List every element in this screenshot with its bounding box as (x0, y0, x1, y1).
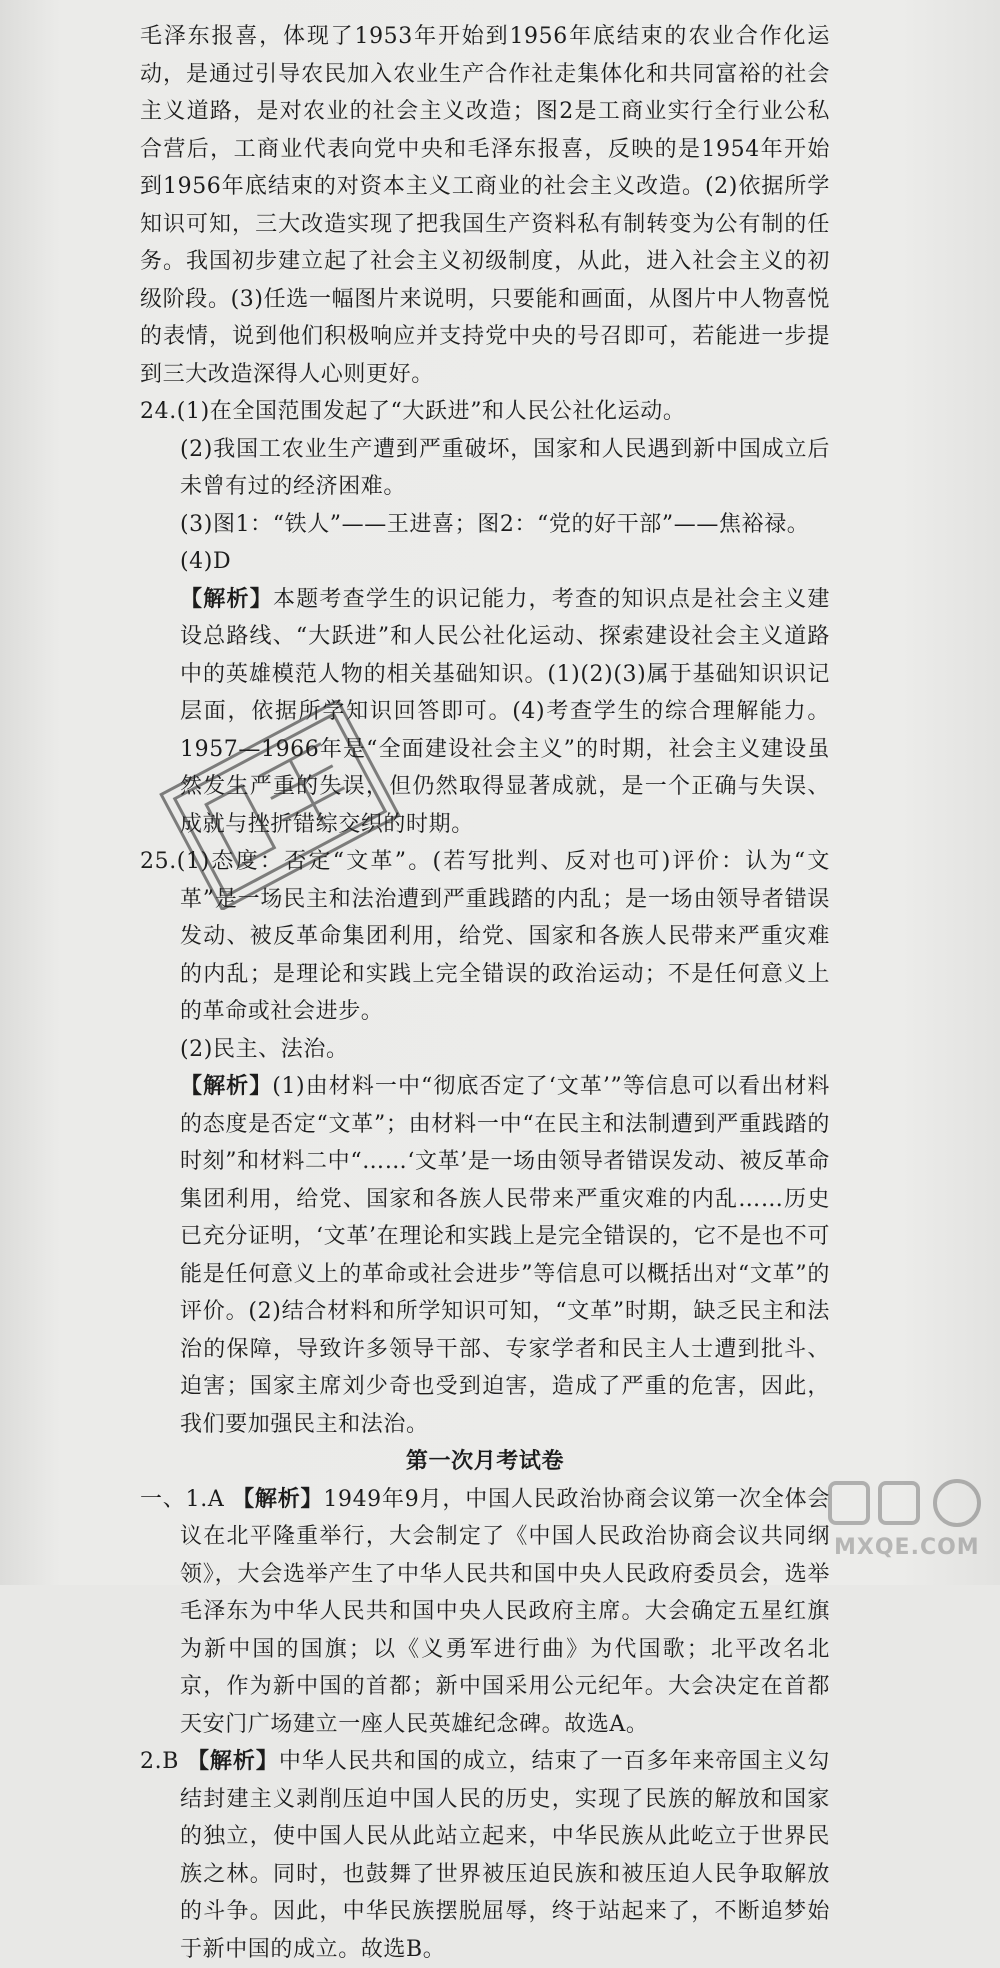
watermark-site-text: MXQE.COM (834, 1535, 980, 1560)
analysis-text: 中华人民共和国的成立，结束了一百多年来帝国主义勾结封建主义剥削压迫中国人民的历史，实现了民族的解放和国家的独立，使中国人民从此站立起来，中华民族从此屹立于世界民族之林。同时，也鼓舞了世界被压迫民族和被压迫人民争取解放的斗争。因此，中华民族摆脱屈辱，终于站起来了，不断追梦始于新中国的成立。故选B。 (180, 1749, 831, 1962)
analysis-text: (1)由材料一中“彻底否定了‘文革’”等信息可以看出材料的态度是否定“文革”；由材料一中“在民主和法制遭到严重践踏的时刻”和材料二中“……‘文革’是一场由领导者错误发动、被反革命集团利用，给党、国家和各族人民带来严重灾难的内乱……历史已充分证明，‘文革’在理论和实践上是完全错误的，它不是也不可能是任何意义上的革命或社会进步”等信息可以概括出对“文革”的评价。(2)结合材料和所学知识可知，“文革”时期，缺乏民主和法治的保障，导致许多领导干部、专家学者和民主人士遭到批斗、迫害；国家主席刘少奇也受到迫害，造成了严重的危害，因此，我们要加强民主和法治。 (180, 1074, 830, 1437)
watermark-logo-icon (822, 1473, 982, 1533)
analysis-label: 【解析】 (186, 1748, 279, 1774)
q24-analysis (140, 581, 830, 844)
q25-answer-1: 25.(1)态度：否定“文革”。(若写批判、反对也可)评价：认为“文革”是一场民主和法治遭到严重践踏的内乱；是一场由领导者错误发动、被反革命集团利用，给党、国家和各族人民带来严重灾难的内乱；是理论和实践上完全错误的政治运动；不是任何意义上的革命或社会进步。 (140, 849, 830, 1024)
analysis-label: 【解析】 (180, 1073, 273, 1099)
analysis-label: 【解析】 (232, 1485, 324, 1512)
section-title: 第一次月考试卷 (405, 1448, 565, 1474)
mc-answer-2 (140, 1743, 830, 1968)
q24-answer-2: (2)我国工农业生产遭到严重破坏，国家和人民遇到新中国成立后未曾有过的经济困难。 (180, 436, 830, 499)
analysis-text: 本题考查学生的识记能力，考查的知识点是社会主义建设总路线、“大跃进”和人民公社化运动、探索建设社会主义道路中的英雄模范人物的相关基础知识。(1)(2)(3)属于基础知识识记层面，依据所学知识回答即可。(4)考查学生的综合理解能力。1957—1966年是“全面建设社会主义”的时期，社会主义建设虽然发生严重的失误，但仍然取得显著成就，是一个正确与失误、成就与挫折错综交织的时期。 (180, 586, 830, 837)
mc-answer-1 (140, 1481, 830, 1744)
q23-continuation: 毛泽东报喜，体现了1953年开始到1956年底结束的农业合作化运动，是通过引导农民加入农业生产合作社走集体化和共同富裕的社会主义道路，是对农业的社会主义改造；图2是工商业实行全行业公私合营后，工商业代表向党中央和毛泽东报喜，反映的是1954年开始到1956年底结束的对资本主义工商业的社会主义改造。(2)依据所学知识可知，三大改造实现了把我国生产资料私有制转变为公有制的任务。我国初步建立起了社会主义初级制度，从此，进入社会主义的初级阶段。(3)任选一幅图片来说明，只要能和画面，从图片中人物喜悦的表情，说到他们积极响应并支持党中央的号召即可，若能进一步提到三大改造深得人心则更好。 (140, 24, 830, 387)
analysis-label: 【解析】 (180, 585, 273, 612)
q25-answer-2: (2)民主、法治。 (180, 1036, 349, 1062)
q25-analysis (140, 1068, 830, 1443)
mc-number: 2.B (140, 1749, 179, 1774)
q24-answer-1: 24.(1)在全国范围发起了“大跃进”和人民公社化运动。 (140, 399, 686, 424)
analysis-text: 1949年9月，中国人民政治协商会议第一次全体会议在北平隆重举行，大会制定了《中国人民政治协商会议共同纲领》，大会选举产生了中华人民共和国中央人民政府委员会，选举毛泽东为中华人民共和国中央人民政府主席。大会确定五星红旗为新中国的国旗；以《义勇军进行曲》为代国歌；北平改名北京，作为新中国的首都；新中国采用公元纪年。大会决定在首都天安门广场建立一座人民英雄纪念碑。故选A。 (180, 1486, 830, 1737)
answer-content (140, 18, 830, 1968)
site-watermark (822, 1473, 982, 1573)
q24-answer-4: (4)D (180, 549, 232, 574)
mc-number: 一、1.A (140, 1486, 225, 1512)
q24-answer-3: (3)图1：“铁人”——王进喜；图2：“党的好干部”——焦裕禄。 (180, 511, 810, 537)
